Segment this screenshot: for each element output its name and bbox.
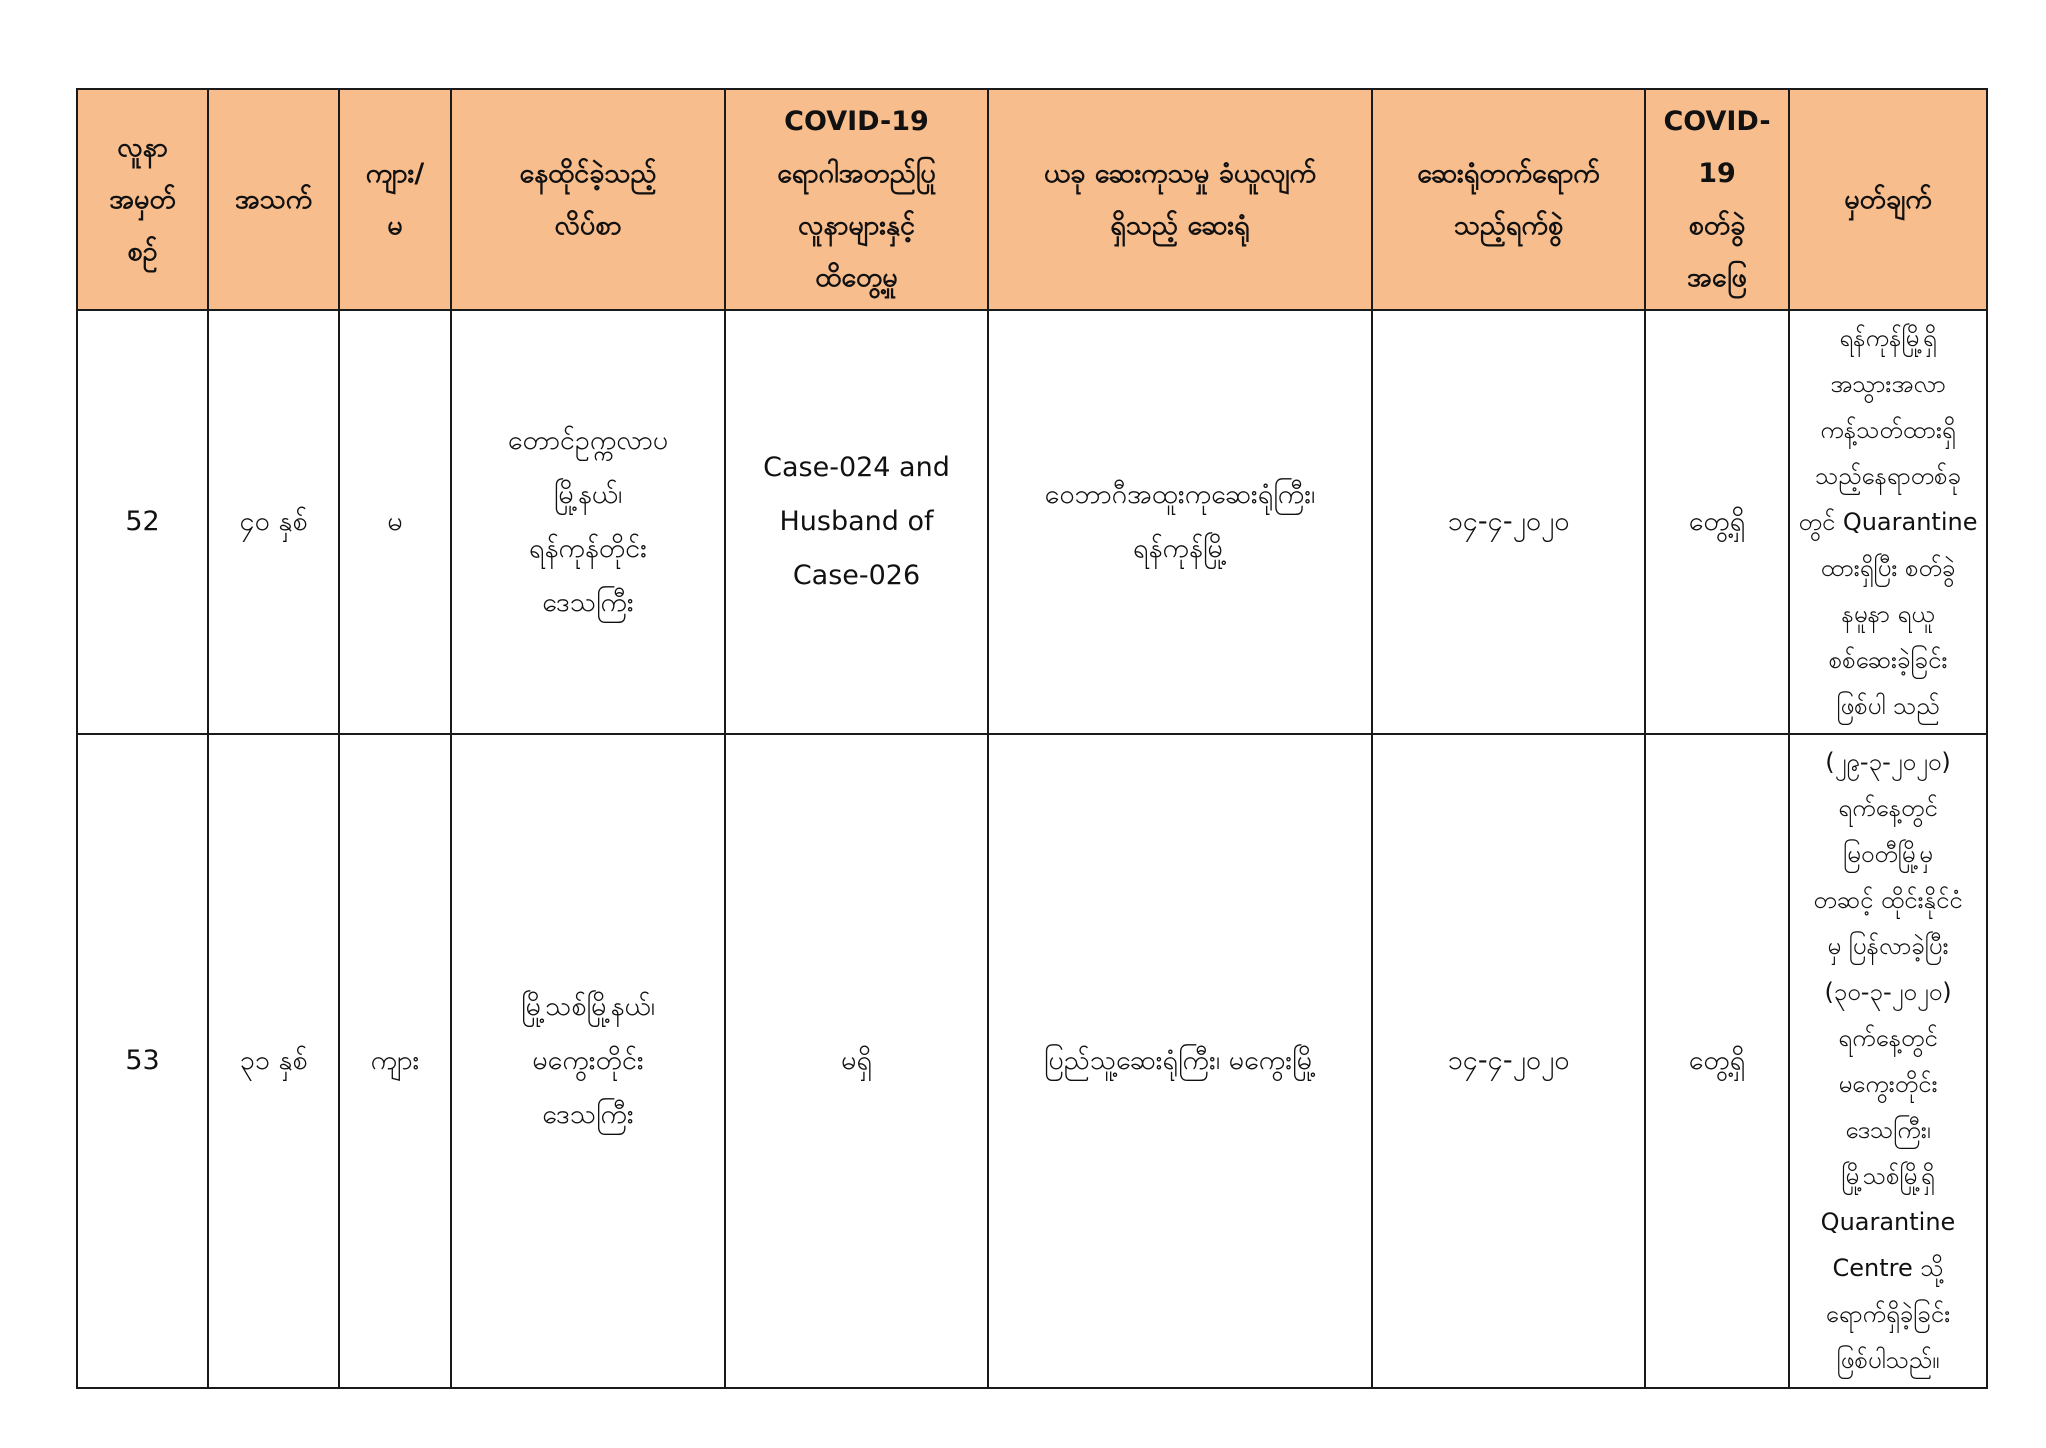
cell-sex: ကျား (339, 734, 451, 1388)
cell-test-result: တွေ့ရှိ (1645, 734, 1789, 1388)
cell-hospital (988, 310, 1372, 734)
header-age-label: အသက် (234, 183, 313, 215)
header-test-result (1645, 89, 1789, 310)
header-contact (725, 89, 988, 310)
cell-admission-date: ၁၄-၄-၂၀၂၀ (1372, 734, 1645, 1388)
remarks-text: ရန်ကုန်မြို့ရှိ အသွားအလာ ကန့်သတ်ထားရှိ သည့်နေရာတစ်ခု တွင် Quarantine ထားရှိပြီး စတ်ခွဲ နမူနာ ရယူ စစ်ဆေးခဲ့ခြင်း ဖြစ်ပါ သည် (1798, 324, 1978, 720)
cell-address (451, 310, 725, 734)
remarks-text: (၂၉-၃-၂၀၂၀) ရက်နေ့တွင် မြဝတီမြို့မှ တဆင့် ထိုင်းနိုင်ငံ မှ ပြန်လာခဲ့ပြီး (၃၀-၃-၂၀၂၀) ရက်နေ့တွင် မကွေးတိုင်း ဒေသကြီး၊ မြို့သစ်မြို့ရှိ Quarantine Centre သို့ ရောက်ရှိခဲ့ခြင်း ဖြစ်ပါသည်။ (1813, 748, 1963, 1374)
header-patient-no-label: လူနာ အမှတ် စဉ် (109, 131, 176, 267)
header-test-result-label: COVID- 19 စတ်ခွဲ အဖြေ (1663, 105, 1771, 293)
cell-contact (725, 310, 988, 734)
hospital-text: ပြည်သူ့ဆေးရုံကြီး၊ မကွေးမြို့ (1043, 1045, 1317, 1076)
cell-remarks (1789, 310, 1987, 734)
cell-patient-no: 53 (77, 734, 208, 1388)
header-remarks (1789, 89, 1987, 310)
cell-age: ၄၀ နှစ် (208, 310, 339, 734)
header-sex (339, 89, 451, 310)
cell-test-result: တွေ့ရှိ (1645, 310, 1789, 734)
header-age (208, 89, 339, 310)
cell-sex: မ (339, 310, 451, 734)
contact-text: Case-024 and Husband of Case-026 (763, 452, 950, 591)
covid-case-table (76, 88, 1988, 1389)
header-hospital-label: ယခု ဆေးကုသမှု ခံယူလျက် ရှိသည့် ဆေးရုံ (1043, 157, 1317, 241)
header-row (77, 89, 1987, 310)
header-admission-date-label: ဆေးရုံတက်ရောက် သည့်ရက်စွဲ (1417, 157, 1600, 241)
header-hospital (988, 89, 1372, 310)
cell-remarks (1789, 734, 1987, 1388)
cell-age: ၃၁ နှစ် (208, 734, 339, 1388)
hospital-text: ဝေဘာဂီအထူးကုဆေးရုံကြီး၊ ရန်ကုန်မြို့ (1044, 479, 1316, 564)
case-report-page (76, 88, 1986, 1389)
address-text: မြို့သစ်မြို့နယ်၊ မကွေးတိုင်း ဒေသကြီး (521, 991, 655, 1130)
cell-hospital (988, 734, 1372, 1388)
header-sex-label: ကျား/ မ (365, 157, 425, 241)
contact-text: မရှိ (841, 1045, 872, 1076)
table-row (77, 310, 1987, 734)
header-admission-date (1372, 89, 1645, 310)
header-address-label: နေထိုင်ခဲ့သည့် လိပ်စာ (519, 157, 657, 241)
table-header (77, 89, 1987, 310)
header-remarks-label: မှတ်ချက် (1844, 183, 1932, 215)
table-body (77, 310, 1987, 1388)
cell-contact (725, 734, 988, 1388)
header-contact-label: COVID-19 ရောဂါအတည်ပြု လူနာများနှင့် ထိတွေ့မှု (777, 105, 936, 293)
cell-patient-no: 52 (77, 310, 208, 734)
cell-admission-date: ၁၄-၄-၂၀၂၀ (1372, 310, 1645, 734)
table-row (77, 734, 1987, 1388)
header-patient-no (77, 89, 208, 310)
header-address (451, 89, 725, 310)
address-text: တောင်ဥက္ကလာပ မြို့နယ်၊ ရန်ကုန်တိုင်း ဒေသကြီး (507, 425, 669, 618)
cell-address (451, 734, 725, 1388)
